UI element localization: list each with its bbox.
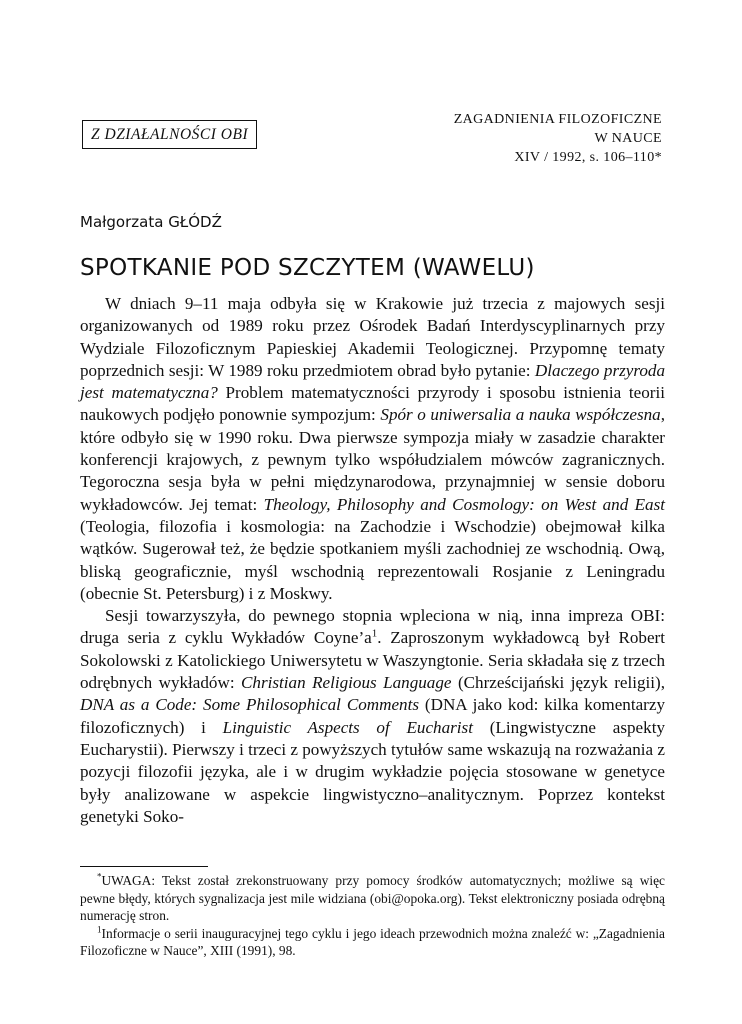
- italic-title: DNA as a Code: Some Philosophical Comments: [80, 695, 419, 715]
- paragraph-text: (DNA jako kod: kilka komentarzy filozoficznych) i: [80, 695, 665, 737]
- paragraph-text: (Chrześcijański język religii),: [451, 673, 665, 693]
- footnote-text: Informacje o serii inauguracyjnej tego cyklu i jego ideach przewodnich można znaleźć w: „Zagadnienia Filozoficzne w Nauce”, XIII (1991), 98.: [80, 925, 665, 958]
- italic-title: Christian Religious Language: [241, 673, 452, 693]
- section-label: Z DZIAŁALNOŚCI OBI: [82, 120, 257, 149]
- paragraph-text: Problem matematyczności przyrody i sposobu istnienia teorii naukowych podjęło ponownie sympozjum:: [80, 383, 665, 425]
- paragraph-text: . Zaproszonym wykładowcą był Robert Sokolowski z Katolickiego Uniwersytetu w Waszyngtonie. Seria składała się z trzech odrębnych wykładów:: [80, 628, 665, 693]
- paragraph-text: (Lingwistyczne aspekty Eucharystii). Pierwszy i trzeci z powyższych tytułów same wskazują na rozważania z pozycji filozofii języka, ale i w drugim wykładzie pojęcia stosowane w genetyce były analizowane w aspekcie lingwistyczno–analitycznym. Poprzez kontekst genetyki Soko-: [80, 717, 665, 826]
- footnote-star: [80, 872, 665, 925]
- journal-info: [454, 110, 662, 167]
- paragraph-1: [80, 293, 665, 605]
- footnote-mark: 1: [97, 924, 102, 935]
- italic-title: Spór o uniwersalia a nauka współczesna: [380, 405, 661, 425]
- footnotes: [80, 872, 665, 960]
- journal-issue: XIV / 1992, s. 106–110*: [514, 150, 662, 165]
- footnote-1: [80, 925, 665, 960]
- footnote-mark: *: [97, 871, 102, 882]
- footnote-ref: 1: [371, 627, 378, 640]
- author-name: [80, 213, 222, 231]
- journal-title: ZAGADNIENIA FILOZOFICZNE: [453, 112, 662, 127]
- article-title: SPOTKANIE POD SZCZYTEM (WAWELU): [80, 255, 535, 281]
- italic-title: Dlaczego przyroda jest matematyczna?: [80, 360, 665, 403]
- article-body: [80, 293, 665, 828]
- paragraph-2: [80, 605, 665, 828]
- author-last-name: GŁÓDŹ: [168, 213, 222, 231]
- journal-subtitle: W NAUCE: [594, 131, 662, 146]
- author-first-name: Małgorzata: [80, 213, 164, 231]
- footnote-text: UWAGA: Tekst został zrekonstruowany przy pomocy środków automatycznych; możliwe są więc pewne błędy, których sygnalizacja jest mile widziana (obi@opoka.org). Tekst elektroniczny posiada odrębną numerację stron.: [80, 873, 665, 923]
- paragraph-text: W dniach 9–11 maja odbyła się w Krakowie już trzecia z majowych sesji organizowanych od 1989 roku przez Ośrodek Badań Interdyscyplinarnych przy Wydziale Filozoficznym Papieskiej Akademii Teologicznej. Przypomnę tematy poprzednich sesji: W 1989 roku przedmiotem obrad było pytanie:: [80, 294, 665, 380]
- footnote-divider: [80, 866, 208, 867]
- paragraph-text: (Teologia, filozofia i kosmologia: na Zachodzie i Wschodzie) obejmował kilka wątków. Sugerował też, że będzie spotkaniem myśli zachodniej ze wschodnią. Ową, bliską geograficznie, myśl wschodnią reprezentowali Rosjanie z Leningradu (obecnie St. Petersburg) i z Moskwy.: [80, 516, 665, 603]
- italic-title: Theology, Philosophy and Cosmology: on West and East: [263, 494, 665, 514]
- italic-title: Linguistic Aspects of Eucharist: [222, 717, 473, 737]
- paragraph-text: Sesji towarzyszyła, do pewnego stopnia wpleciona w nią, inna impreza OBI: druga seria z cyklu Wykładów Coyne’a: [80, 606, 665, 648]
- paragraph-text: , które odbyło się w 1990 roku. Dwa pierwsze sympozja miały w zasadzie charakter konferencji krajowych, z pewnym tylko współudzialem mówców zagranicznych. Tegoroczna sesja była w pełni międzynarodowa, przynajmniej w sensie doboru wykładowców. Jej temat:: [80, 405, 665, 514]
